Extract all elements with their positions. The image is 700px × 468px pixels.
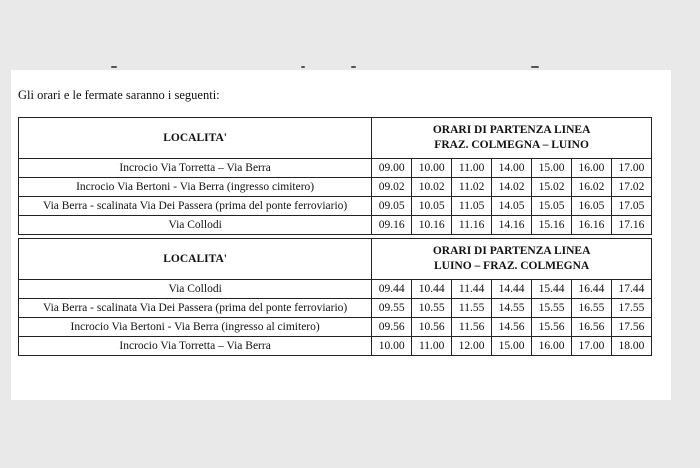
table-row bbox=[19, 318, 652, 337]
departure-time: 10.44 bbox=[412, 280, 452, 299]
localita-header: LOCALITA' bbox=[19, 239, 372, 280]
departure-time: 11.44 bbox=[452, 280, 492, 299]
departure-time: 12.00 bbox=[452, 337, 492, 356]
departure-time: 10.05 bbox=[412, 197, 452, 216]
departure-time: 17.05 bbox=[611, 197, 651, 216]
departure-time: 17.00 bbox=[611, 159, 651, 178]
departure-time: 14.44 bbox=[492, 280, 532, 299]
table-header-row bbox=[19, 118, 652, 159]
orari-header-line2: FRAZ. COLMEGNA – LUINO bbox=[434, 139, 589, 151]
departure-time: 14.56 bbox=[492, 318, 532, 337]
departure-time: 14.02 bbox=[492, 178, 532, 197]
orari-header-line1: ORARI DI PARTENZA LINEA bbox=[432, 245, 591, 257]
departure-time: 11.55 bbox=[452, 299, 492, 318]
departure-time: 14.16 bbox=[492, 216, 532, 235]
stop-name: Via Berra - scalinata Via Dei Passera (prima del ponte ferroviario) bbox=[19, 299, 372, 318]
departure-time: 16.02 bbox=[572, 178, 612, 197]
departure-time: 15.16 bbox=[532, 216, 572, 235]
departure-time: 15.56 bbox=[532, 318, 572, 337]
orari-header-line1: ORARI DI PARTENZA LINEA bbox=[432, 124, 591, 136]
orari-header-line2: LUINO – FRAZ. COLMEGNA bbox=[433, 260, 590, 272]
timetable-luino-colmegna bbox=[18, 238, 652, 356]
departure-time: 16.00 bbox=[532, 337, 572, 356]
departure-time: 17.02 bbox=[611, 178, 651, 197]
departure-time: 15.02 bbox=[532, 178, 572, 197]
departure-time: 09.02 bbox=[372, 178, 412, 197]
orari-header bbox=[372, 118, 652, 159]
departure-time: 09.44 bbox=[372, 280, 412, 299]
stop-name: Incrocio Via Torretta – Via Berra bbox=[19, 159, 372, 178]
departure-time: 17.55 bbox=[611, 299, 651, 318]
departure-time: 11.16 bbox=[452, 216, 492, 235]
table-row bbox=[19, 280, 652, 299]
departure-time: 17.16 bbox=[611, 216, 651, 235]
departure-time: 15.00 bbox=[492, 337, 532, 356]
timetable-colmegna-luino bbox=[18, 117, 652, 235]
departure-time: 10.55 bbox=[412, 299, 452, 318]
cropped-text-line bbox=[111, 66, 551, 72]
table-row bbox=[19, 337, 652, 356]
departure-time: 09.55 bbox=[372, 299, 412, 318]
departure-time: 16.00 bbox=[572, 159, 612, 178]
departure-time: 11.56 bbox=[452, 318, 492, 337]
departure-time: 14.00 bbox=[492, 159, 532, 178]
departure-time: 16.16 bbox=[572, 216, 612, 235]
stop-name: Via Collodi bbox=[19, 216, 372, 235]
departure-time: 17.44 bbox=[611, 280, 651, 299]
stop-name: Via Collodi bbox=[19, 280, 372, 299]
departure-time: 11.00 bbox=[452, 159, 492, 178]
stop-name: Incrocio Via Torretta – Via Berra bbox=[19, 337, 372, 356]
departure-time: 11.05 bbox=[452, 197, 492, 216]
intro-text: Gli orari e le fermate saranno i seguenti: bbox=[18, 88, 220, 102]
departure-time: 14.55 bbox=[492, 299, 532, 318]
departure-time: 11.00 bbox=[412, 337, 452, 356]
departure-time: 09.16 bbox=[372, 216, 412, 235]
departure-time: 11.02 bbox=[452, 178, 492, 197]
departure-time: 10.00 bbox=[412, 159, 452, 178]
departure-time: 18.00 bbox=[611, 337, 651, 356]
departure-time: 15.00 bbox=[532, 159, 572, 178]
departure-time: 16.44 bbox=[572, 280, 612, 299]
departure-time: 15.44 bbox=[532, 280, 572, 299]
departure-time: 09.56 bbox=[372, 318, 412, 337]
localita-header: LOCALITA' bbox=[19, 118, 372, 159]
departure-time: 16.55 bbox=[572, 299, 612, 318]
table-row bbox=[19, 299, 652, 318]
departure-time: 14.05 bbox=[492, 197, 532, 216]
stop-name: Incrocio Via Bertoni - Via Berra (ingresso al cimitero) bbox=[19, 318, 372, 337]
departure-time: 17.56 bbox=[611, 318, 651, 337]
table-row bbox=[19, 159, 652, 178]
document-page bbox=[11, 70, 671, 400]
departure-time: 17.00 bbox=[572, 337, 612, 356]
departure-time: 15.05 bbox=[532, 197, 572, 216]
table-row bbox=[19, 197, 652, 216]
departure-time: 09.00 bbox=[372, 159, 412, 178]
departure-time: 16.56 bbox=[572, 318, 612, 337]
departure-time: 09.05 bbox=[372, 197, 412, 216]
departure-time: 10.02 bbox=[412, 178, 452, 197]
table-row bbox=[19, 216, 652, 235]
stop-name: Via Berra - scalinata Via Dei Passera (prima del ponte ferroviario) bbox=[19, 197, 372, 216]
departure-time: 15.55 bbox=[532, 299, 572, 318]
departure-time: 10.00 bbox=[372, 337, 412, 356]
orari-header bbox=[372, 239, 652, 280]
table-header-row bbox=[19, 239, 652, 280]
departure-time: 10.56 bbox=[412, 318, 452, 337]
stop-name: Incrocio Via Bertoni - Via Berra (ingresso cimitero) bbox=[19, 178, 372, 197]
table-row bbox=[19, 178, 652, 197]
departure-time: 10.16 bbox=[412, 216, 452, 235]
departure-time: 16.05 bbox=[572, 197, 612, 216]
